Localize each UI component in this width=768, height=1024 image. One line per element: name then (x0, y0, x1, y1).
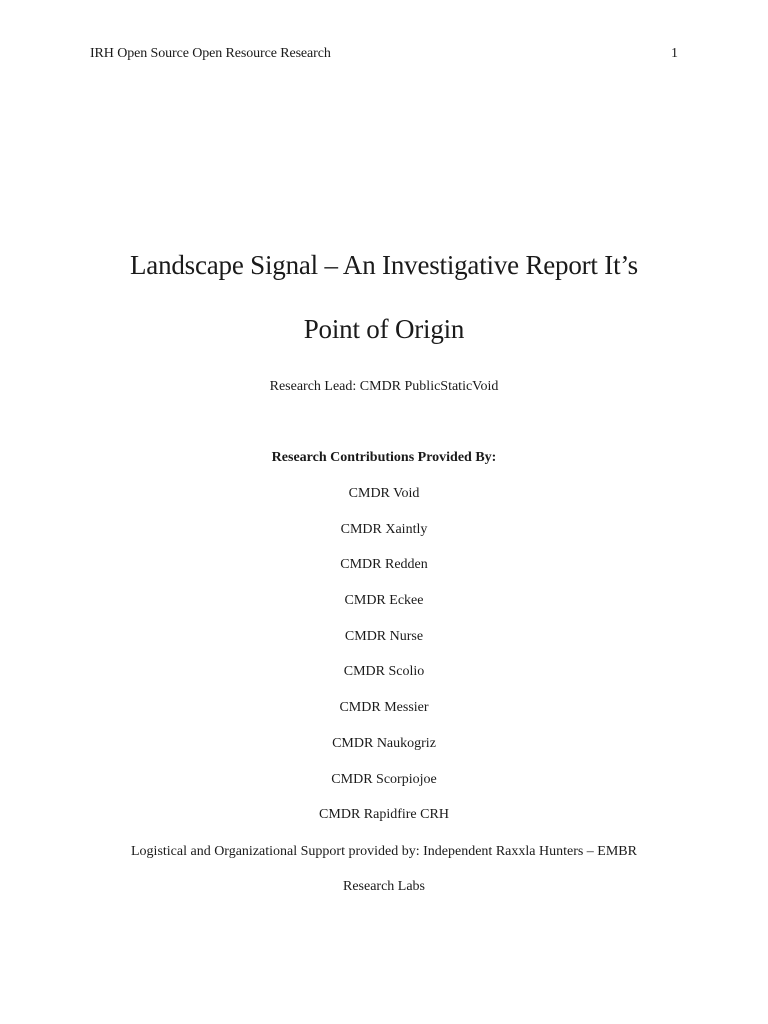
contributor-name: CMDR Scolio (343, 664, 425, 680)
contributor-name: CMDR Messier (339, 700, 429, 716)
research-lead: Research Lead: CMDR PublicStaticVoid (269, 379, 499, 394)
page-number: 1 (671, 46, 678, 61)
contributor-name: CMDR Eckee (344, 593, 424, 609)
contributor-name: CMDR Nurse (344, 628, 424, 644)
contributor-name: CMDR Redden (340, 557, 428, 573)
running-head: IRH Open Source Open Resource Research (90, 46, 331, 61)
contributor-name: CMDR Scorpiojoe (331, 771, 437, 787)
contributor-list (0, 485, 768, 842)
contributions-heading: Research Contributions Provided By: (271, 450, 497, 465)
support-line-2: Research Labs (342, 879, 426, 894)
title-line-2: Point of Origin (303, 314, 465, 344)
contributor-name: CMDR Xaintly (340, 521, 428, 537)
contributor-name: CMDR Rapidfire CRH (319, 807, 449, 823)
support-line-1: Logistical and Organizational Support provided by: Independent Raxxla Hunters – EMBR (131, 844, 637, 859)
title-line-1: Landscape Signal – An Investigative Report It’s (130, 250, 638, 280)
contributor-name: CMDR Void (348, 486, 420, 501)
contributor-name: CMDR Naukogriz (332, 735, 436, 751)
